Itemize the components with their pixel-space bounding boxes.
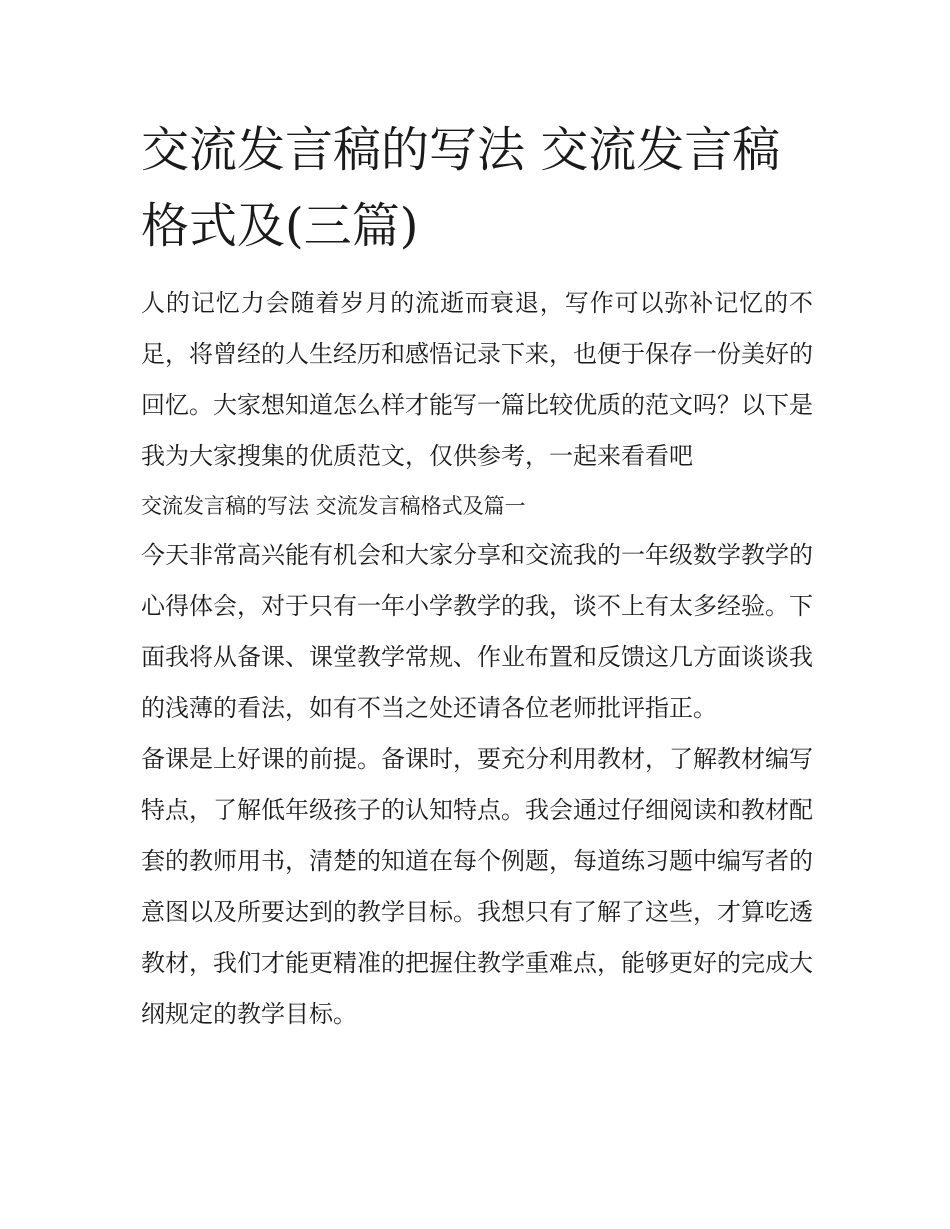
section-heading: 交流发言稿的写法 交流发言稿格式及篇一 <box>141 494 526 518</box>
body-paragraph-2: 备课是上好课的前提。备课时，要充分利用教材，了解教材编写特点，了解低年级孩子的认知特点。我会通过仔细阅读和教材配套的教师用书，清楚的知道在每个例题，每道练习题中编写者的意图以及所要达到的教学目标。我想只有了解了这些，才算吃透教材，我们才能更精准的把握住教学重难点，能够更好的完成大纲规定的教学目标。 <box>141 745 813 1028</box>
intro-paragraph: 人的记忆力会随着岁月的流逝而衰退，写作可以弥补记忆的不足，将曾经的人生经历和感悟记录下来，也便于保存一份美好的回忆。大家想知道怎么样才能写一篇比较优质的范文吗？以下是我为大家搜集的优质范文，仅供参考，一起来看看吧 <box>141 289 813 470</box>
body-paragraph-1: 今天非常高兴能有机会和大家分享和交流我的一年级数学教学的心得体会，对于只有一年小学教学的我，谈不上有太多经验。下面我将从备课、课堂教学常规、作业布置和反馈这几方面谈谈我的浅薄的看法，如有不当之处还请各位老师批评指正。 <box>141 541 813 722</box>
document-title: 交流发言稿的写法 交流发言稿格式及(三篇) <box>141 122 781 254</box>
document-page <box>141 112 813 1040</box>
